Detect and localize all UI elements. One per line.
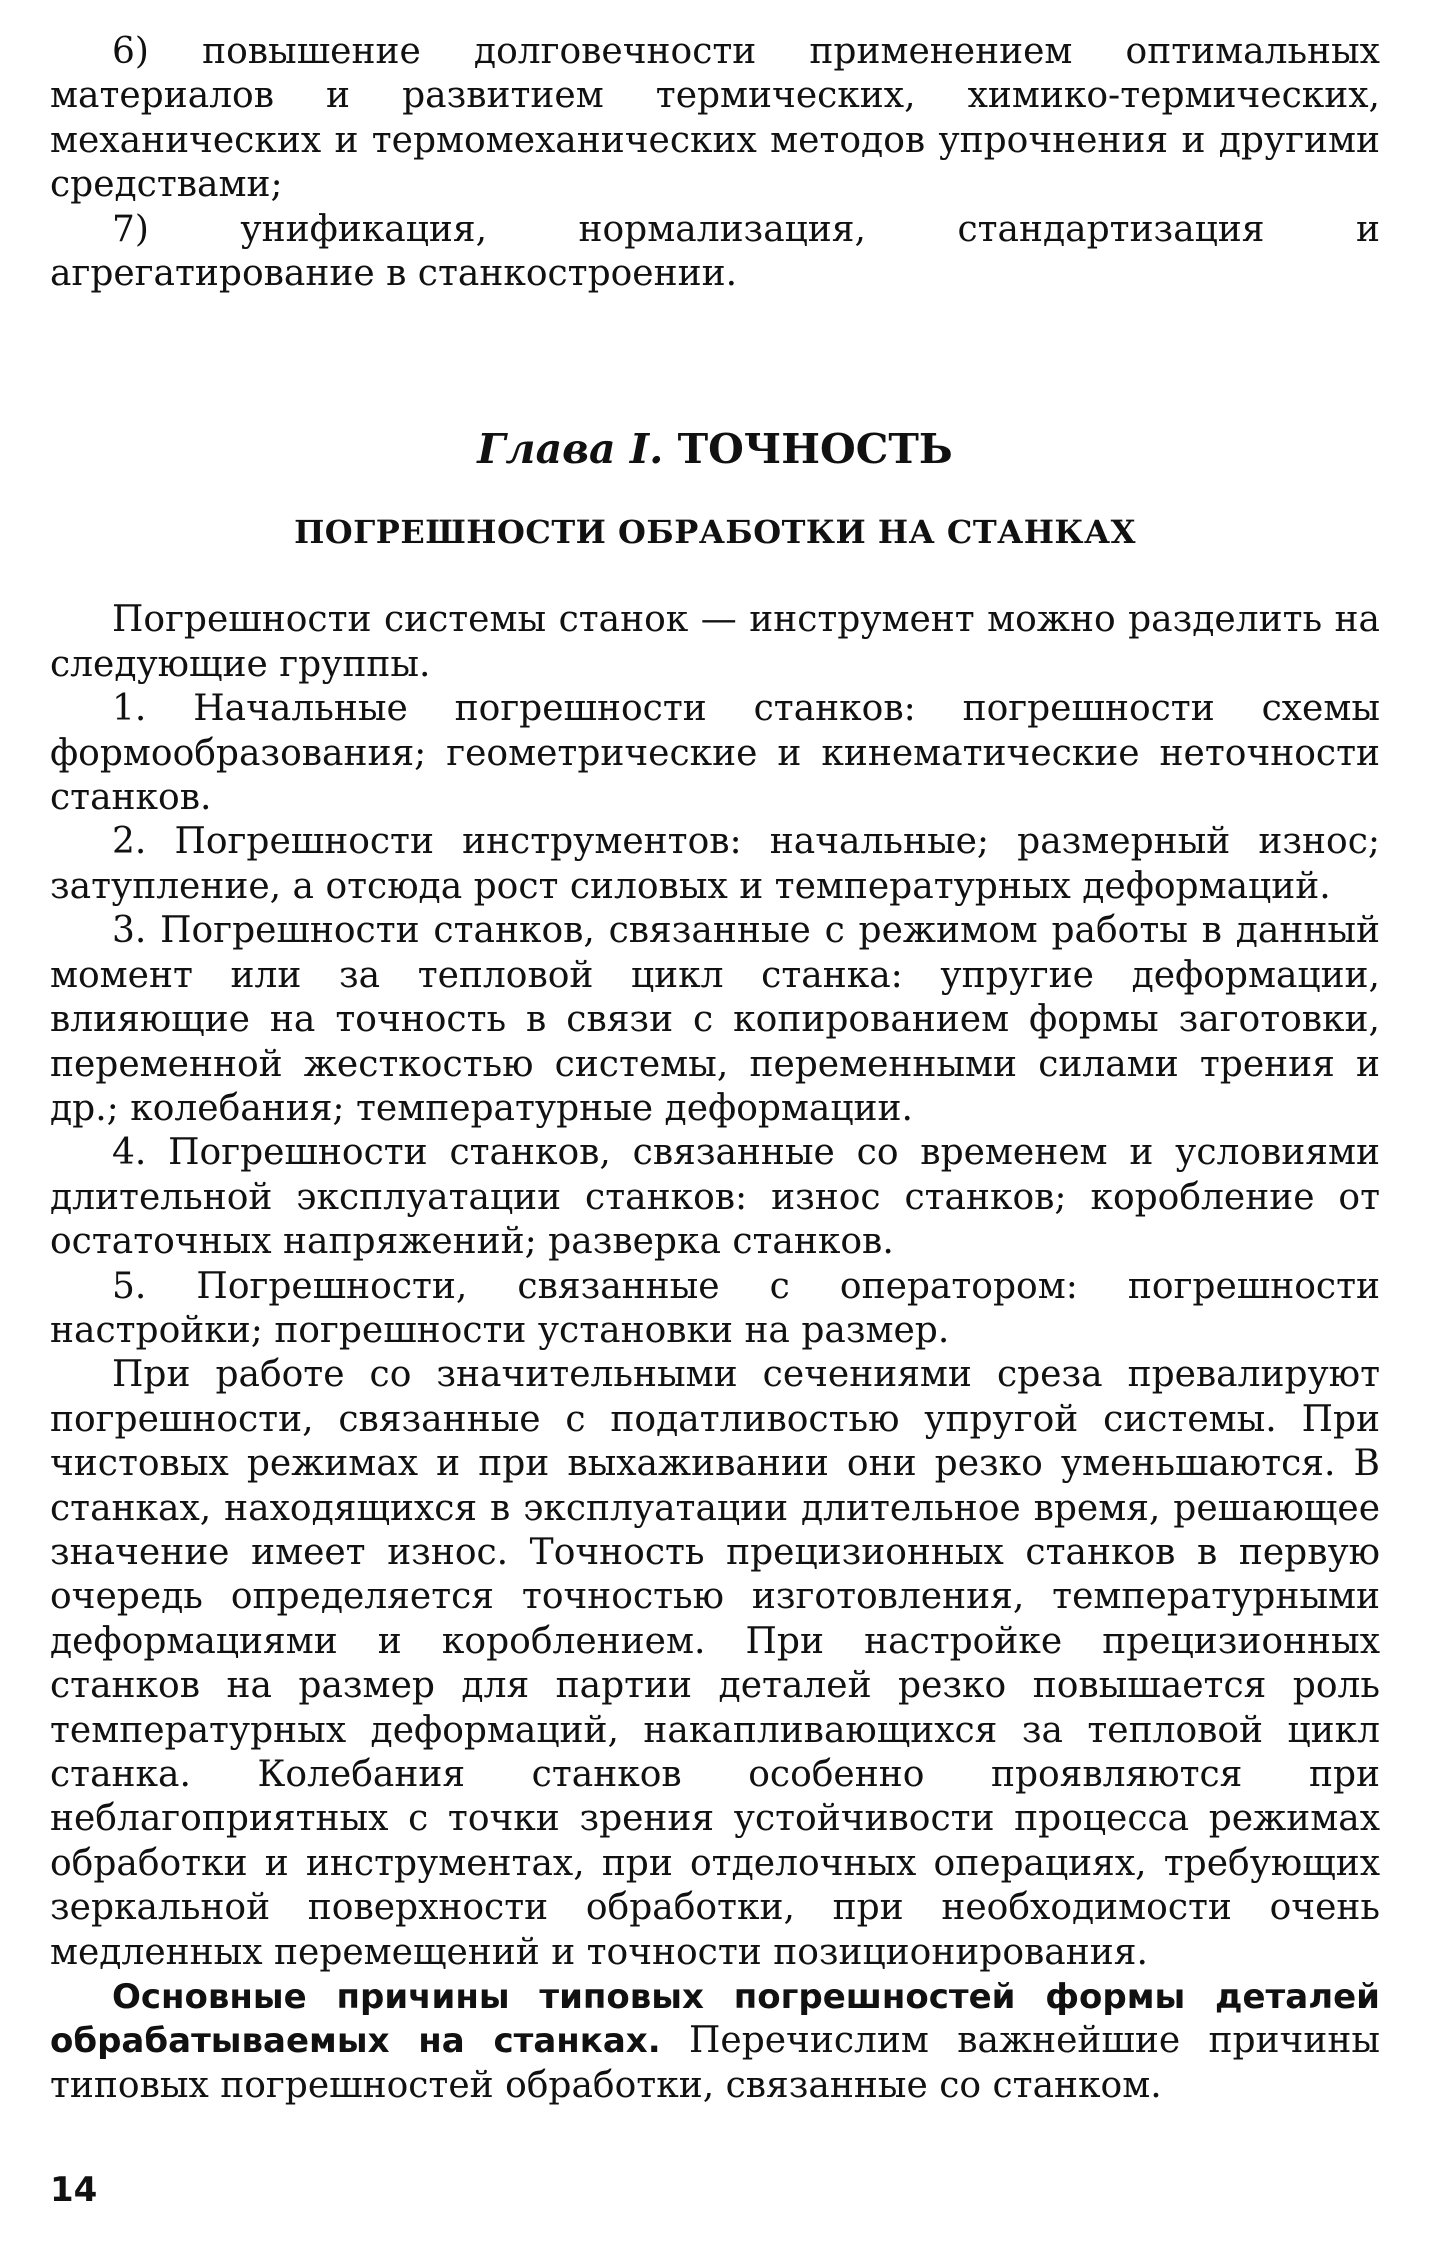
page-number: 14 [50, 2170, 98, 2210]
paragraph-group-4: 4. Погрешности станков, связанные со временем и условиями длительной эксплуатации станков: износ станков; коробление от остаточных напряжений; разверка станков. [50, 1132, 1380, 1263]
paragraph-group-2: 2. Погрешности инструментов: начальные; размерный износ; затупление, а отсюда рост силовых и температурных деформаций. [50, 821, 1380, 907]
chapter-title: ТОЧНОСТЬ [677, 425, 953, 474]
paragraph-discussion: При работе со значительными сечениями среза превалируют погрешности, связанные с податливостью упругой системы. При чистовых режимах и при выхаживании они резко уменьшаются. В станках, находящихся в эксплуатации длительное время, решающее значение имеет износ. Точность прецизионных станков в первую очередь определяется точностью изготовления, температурными деформациями и короблением. При настройке прецизионных станков на размер для партии деталей резко повышается роль температурных деформаций, накапливающихся за тепловой цикл станка. Колебания станков особенно проявляются при неблагоприятных с точки зрения устойчивости процесса режимах обработки и инструментах, при отделочных операциях, требующих зеркальной поверхности обработки, при необходимости очень медленных перемещений и точности позиционирования. [50, 1354, 1380, 1973]
paragraph-main-causes [50, 1975, 1380, 2108]
paragraph-groups-intro: Погрешности системы станок — инструмент можно разделить на следующие группы. [50, 599, 1380, 685]
run-in-heading: Основные причины типовых погрешностей формы деталей обрабатываемых на станках. [50, 1977, 1380, 2062]
list-item-7: 7) унификация, нормализация, стандартизация и агрегатирование в станкостроении. [50, 208, 1380, 295]
section-title: ПОГРЕШНОСТИ ОБРАБОТКИ НА СТАНКАХ [294, 513, 1136, 552]
paragraph-main-causes-text: Перечислим важнейшие причины типовых погрешностей обработки, связанные со станком. [50, 2020, 1380, 2106]
book-page [50, 30, 1380, 2230]
list-item-6: 6) повышение долговечности применением оптимальных материалов и развитием термических, химико-термических, механических и термомеханических методов упрочнения и другими средствами; [50, 31, 1380, 206]
paragraph-group-1: 1. Начальные погрешности станков: погрешности схемы формообразования; геометрические и кинематические неточности станков. [50, 688, 1380, 819]
paragraph-group-3: 3. Погрешности станков, связанные с режимом работы в данный момент или за тепловой цикл станка: упругие деформации, влияющие на точность в связи с копированием формы заготовки, переменной жесткостью системы, переменными силами трения и др.; колебания; температурные деформации. [50, 910, 1380, 1129]
chapter-label: Глава I. [477, 425, 664, 474]
chapter-heading [50, 424, 1380, 474]
paragraph-group-5: 5. Погрешности, связанные с оператором: погрешности настройки; погрешности установки на размер. [50, 1265, 1380, 1351]
